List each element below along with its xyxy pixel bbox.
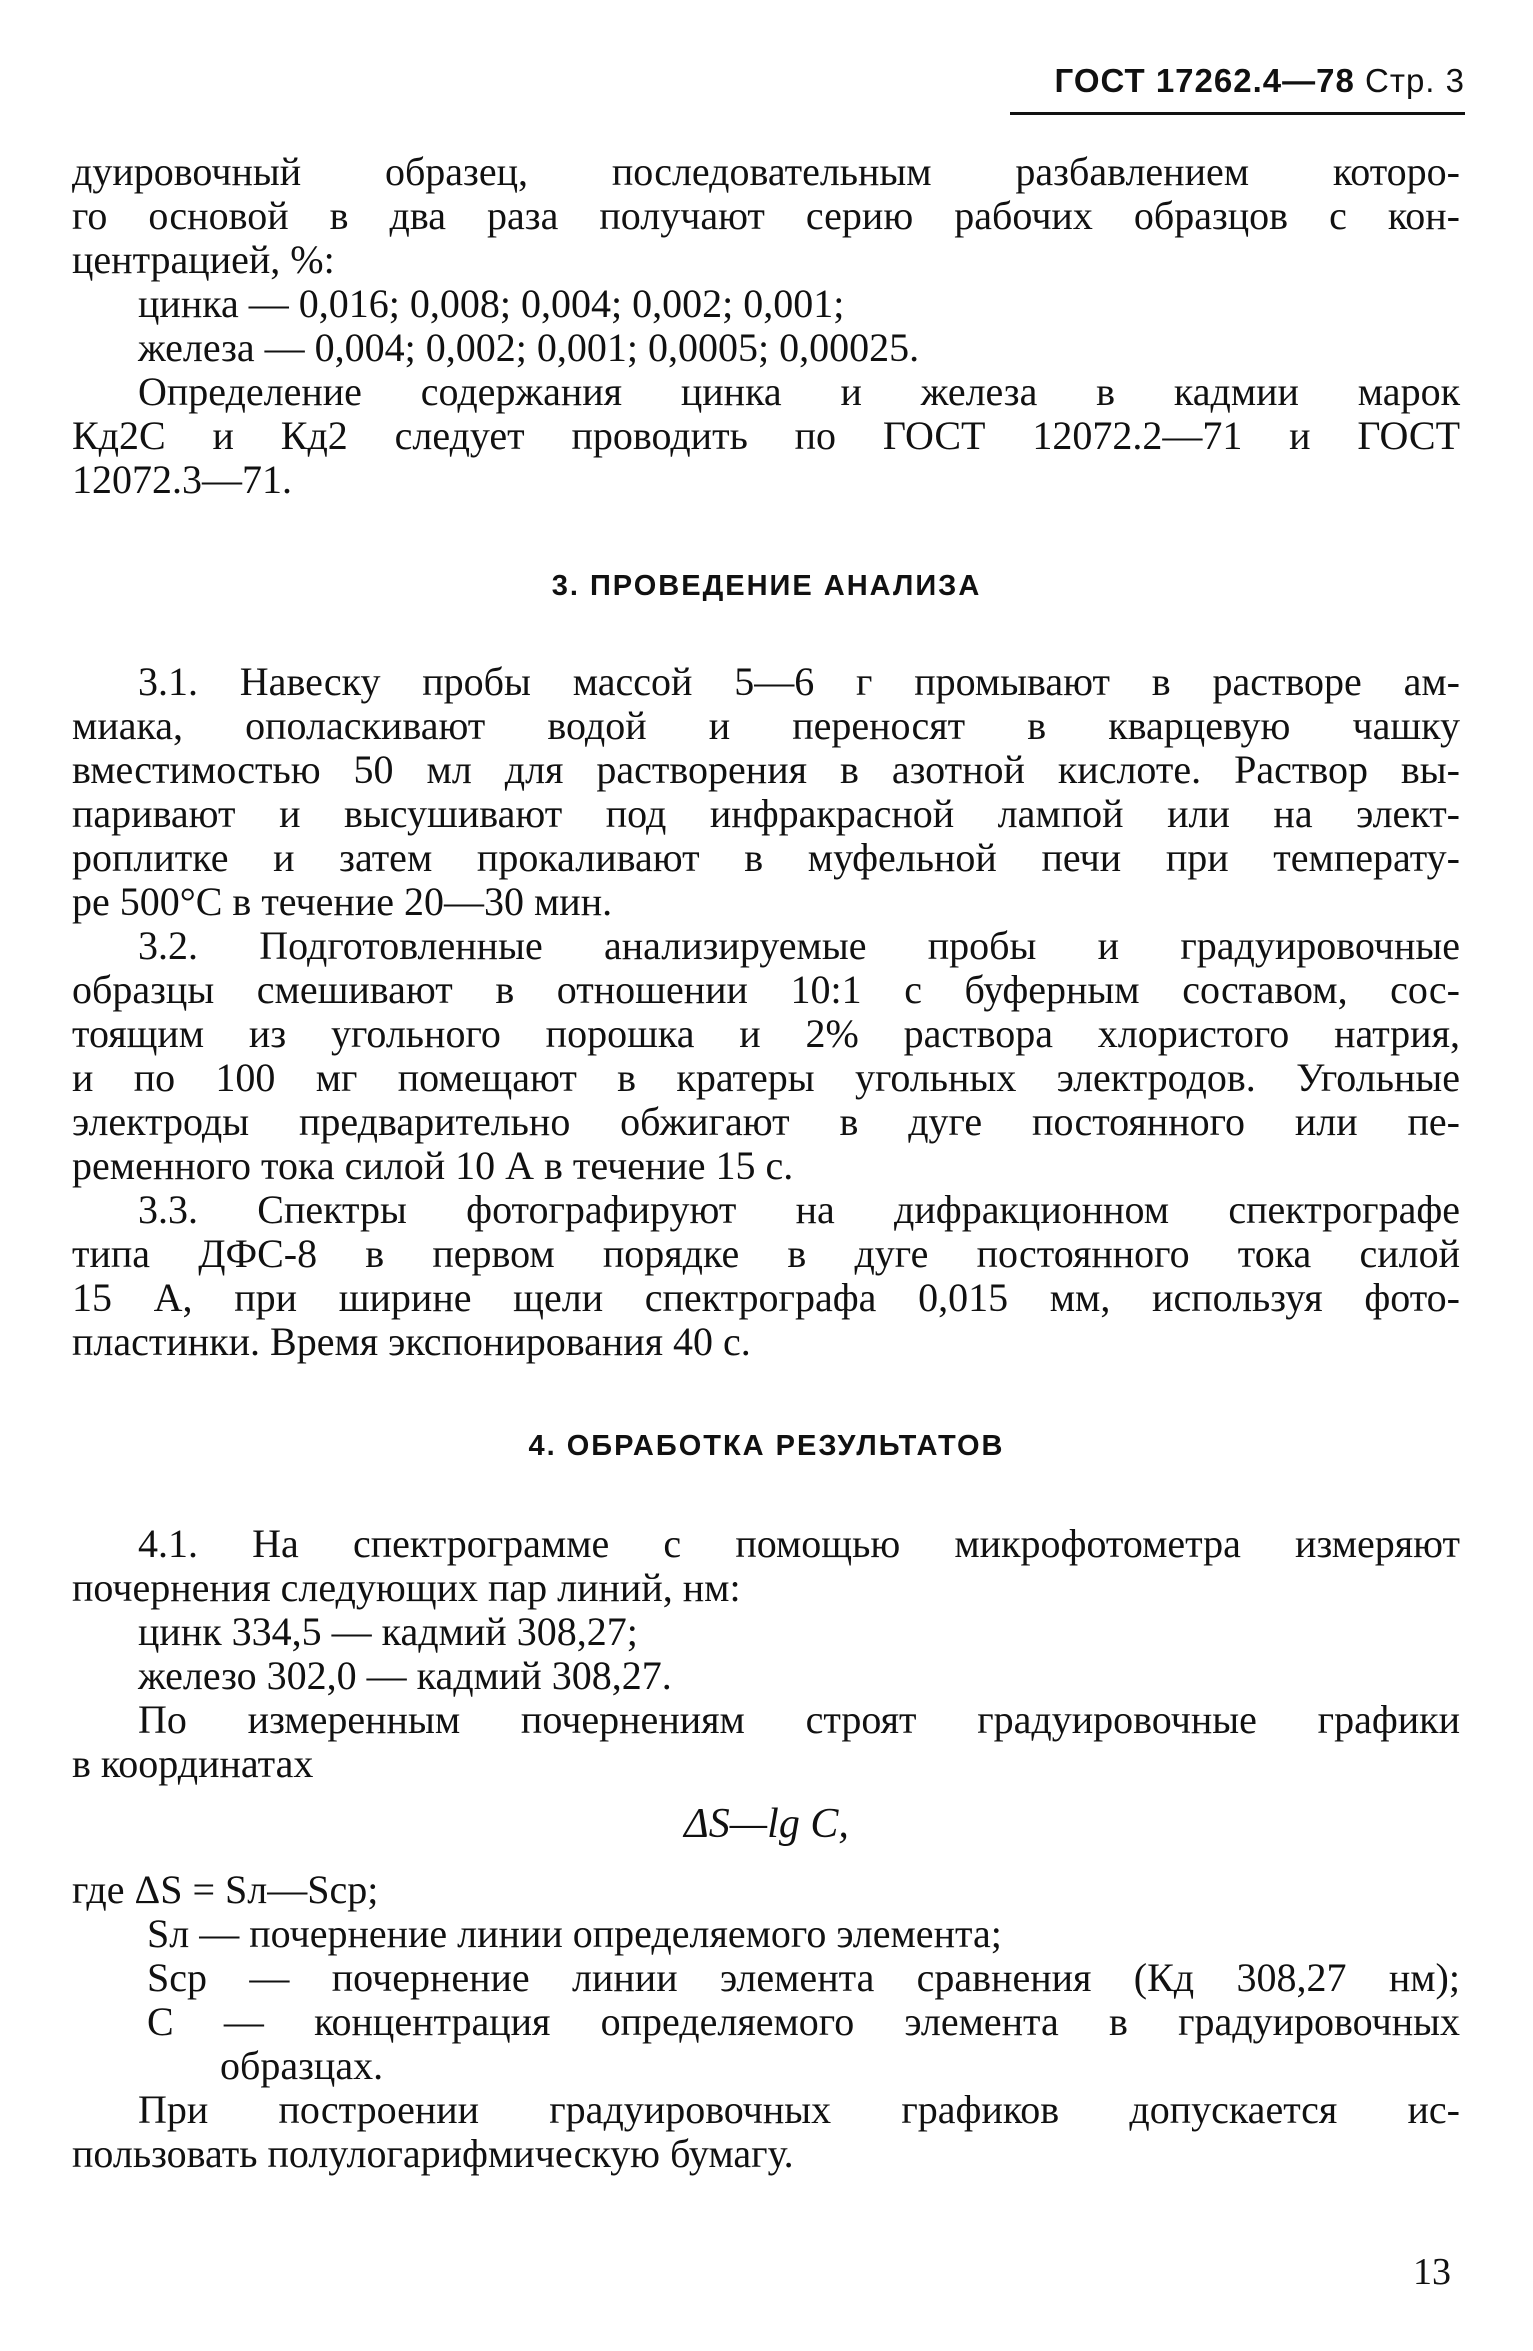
text-line: образцы смешивают в отношении 10:1 с буферным составом, сос- [72,967,1460,1012]
definition-c: C — концентрация определяемого элемента в градуировочных [147,1999,1460,2044]
line-pair-zinc: цинк 334,5 — кадмий 308,27; [138,1609,638,1654]
text-line: тоящим из угольного порошка и 2% раствора хлористого натрия, [72,1011,1460,1056]
text-line: роплитке и затем прокаливают в муфельной печи при температу- [72,835,1460,880]
text-line: 15 А, при ширине щели спектрографа 0,015 мм, используя фото- [72,1275,1460,1320]
definitions-block [72,1868,1460,2176]
text-line: почернения следующих пар линий, нм: [72,1565,741,1610]
text-line: го основой в два раза получают серию рабочих образцов с кон- [72,193,1460,238]
text-line: Определение содержания цинка и железа в кадмии марок [138,369,1460,414]
text-line: 3.2. Подготовленные анализируемые пробы и градуировочные [138,923,1460,968]
text-line: центрацией, %: [72,237,335,282]
text-line: По измеренным почернениям строят градуировочные графики [138,1697,1460,1742]
intro-block [72,150,1460,502]
section-4-body [72,1522,1460,1786]
section-4-title: 4. ОБРАБОТКА РЕЗУЛЬТАТОВ [528,1430,1005,1462]
standard-code: ГОСТ 17262.4—78 [1054,62,1355,99]
text-line: ре 500°С в течение 20—30 мин. [72,879,613,924]
text-line: и по 100 мг помещают в кратеры угольных электродов. Угольные [72,1055,1460,1100]
text-line: пластинки. Время экспонирования 40 с. [72,1319,751,1364]
section-3-body [72,660,1460,1364]
text-line: пользовать полулогарифмическую бумагу. [72,2131,794,2176]
where-line: где ΔS = Sл—Sср; [72,1867,379,1912]
definition-s-cp: Sср — почернение линии элемента сравнения (Кд 308,27 нм); [147,1955,1460,2000]
formula: ΔS—lg C, [684,1801,849,1847]
zinc-concentrations: цинка — 0,016; 0,008; 0,004; 0,002; 0,001; [138,281,845,326]
text-line: дуировочный образец, последовательным разбавлением которо- [72,149,1460,194]
definition-c-cont: образцах. [220,2043,384,2088]
text-line: 3.3. Спектры фотографируют на дифракционном спектрографе [138,1187,1460,1232]
text-line: ременного тока силой 10 А в течение 15 с. [72,1143,794,1188]
text-line: паривают и высушивают под инфракрасной лампой или на элект- [72,791,1460,836]
text-line: 12072.3—71. [72,457,292,502]
text-line: 3.1. Навеску пробы массой 5—6 г промывают в растворе ам- [138,659,1460,704]
page-label: Стр. 3 [1365,62,1465,99]
definition-s-l: Sл — почернение линии определяемого элемента; [147,1911,1002,1956]
section-3-title: 3. ПРОВЕДЕНИЕ АНАЛИЗА [551,570,982,602]
text-line: При построении градуировочных графиков допускается ис- [138,2087,1460,2132]
header-rule [1010,112,1465,115]
iron-concentrations: железа — 0,004; 0,002; 0,001; 0,0005; 0,00025. [138,325,920,370]
page-header [1055,62,1465,100]
text-line: типа ДФС-8 в первом порядке в дуге постоянного тока силой [72,1231,1460,1276]
text-line: в координатах [72,1741,314,1786]
text-line: электроды предварительно обжигают в дуге постоянного или пе- [72,1099,1460,1144]
text-line: вместимостью 50 мл для растворения в азотной кислоте. Раствор вы- [72,747,1460,792]
page-number: 13 [1413,2251,1451,2293]
text-line: 4.1. На спектрограмме с помощью микрофотометра измеряют [138,1521,1460,1566]
line-pair-iron: железо 302,0 — кадмий 308,27. [138,1653,672,1698]
text-line: Кд2С и Кд2 следует проводить по ГОСТ 12072.2—71 и ГОСТ [72,413,1460,458]
text-line: миака, ополаскивают водой и переносят в кварцевую чашку [72,703,1460,748]
